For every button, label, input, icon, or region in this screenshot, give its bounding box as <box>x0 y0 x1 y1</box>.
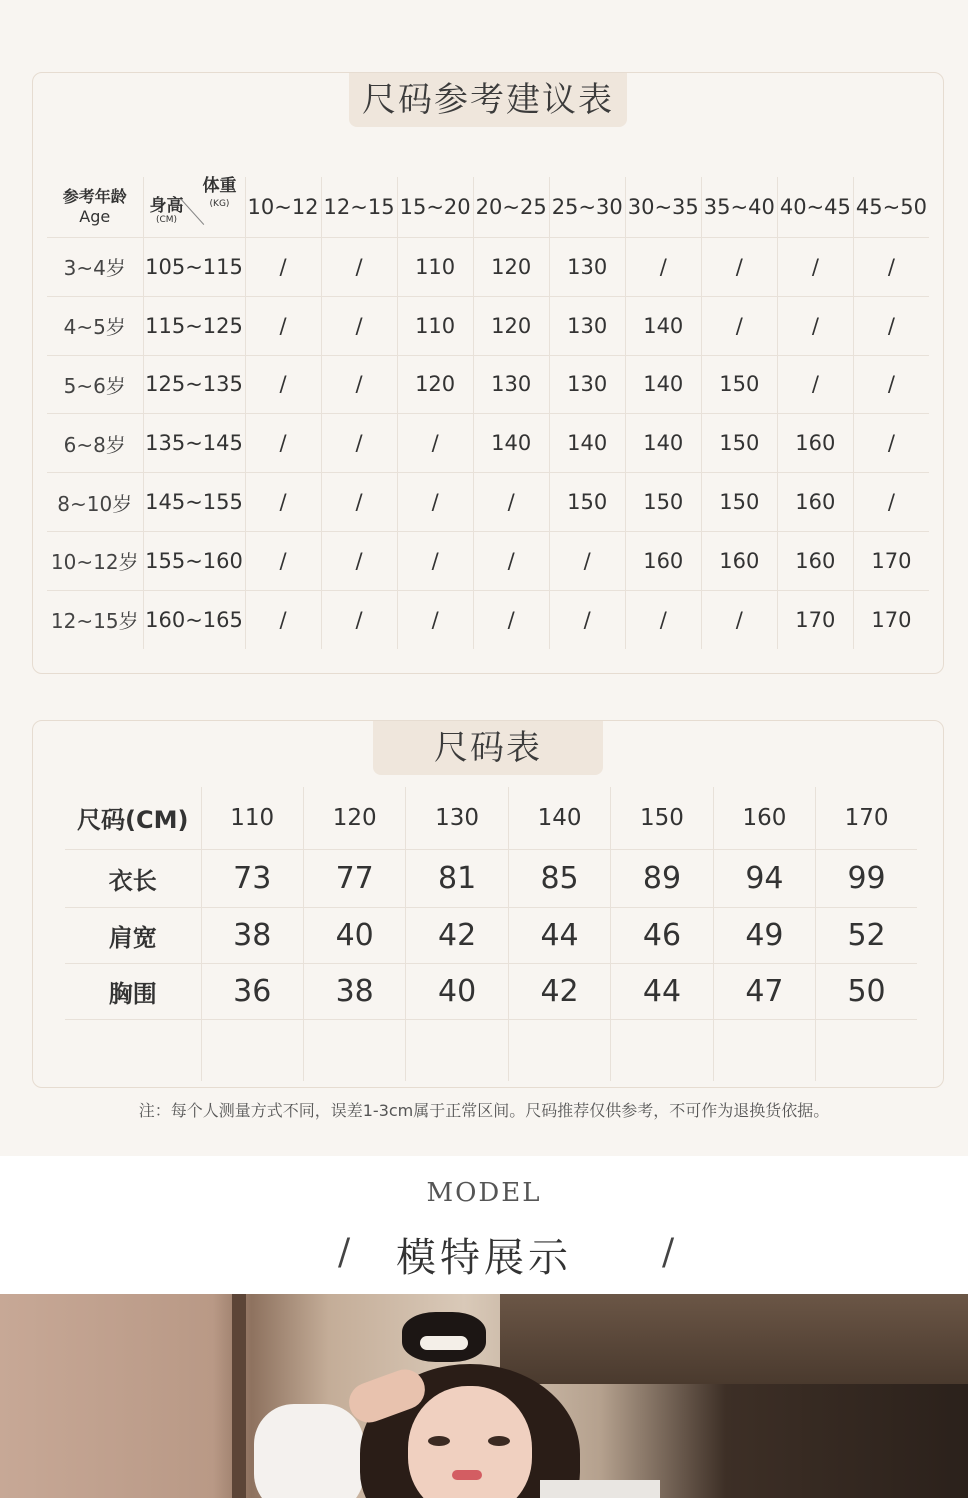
height-header-unit: (CM) <box>155 215 178 225</box>
size-cell: / <box>245 296 321 355</box>
age-cell: 5~6岁 <box>47 355 143 414</box>
model-shirt <box>540 1480 660 1498</box>
model-lips <box>452 1470 482 1480</box>
measurement-value: 40 <box>406 963 508 1019</box>
table-row <box>47 414 929 473</box>
age-cell: 3~4岁 <box>47 238 143 297</box>
hair-pearls <box>420 1336 468 1350</box>
table-row <box>47 590 929 649</box>
size-cell: / <box>321 296 397 355</box>
measurement-value <box>201 1019 303 1081</box>
measurement-value: 36 <box>201 963 303 1019</box>
decorative-slash-right: / <box>662 1232 675 1273</box>
table-row <box>47 238 929 297</box>
size-cell: / <box>625 238 701 297</box>
size-cell: / <box>549 590 625 649</box>
weight-range-header: 20~25 <box>473 177 549 238</box>
weight-range-header: 35~40 <box>701 177 777 238</box>
size-cell: / <box>245 355 321 414</box>
size-cell: 150 <box>701 355 777 414</box>
weight-header-label: 体重 <box>202 176 237 196</box>
size-cell: 110 <box>397 238 473 297</box>
model-photo <box>0 1294 968 1498</box>
size-cell: 130 <box>549 238 625 297</box>
measurement-value: 81 <box>406 849 508 907</box>
measurement-value <box>713 1019 815 1081</box>
size-column-header: 160 <box>713 787 815 849</box>
measurement-value: 44 <box>508 907 610 963</box>
size-chart-body <box>65 849 917 1081</box>
size-cell: 150 <box>701 473 777 532</box>
size-cell: / <box>321 590 397 649</box>
size-cell: / <box>701 590 777 649</box>
measurement-value: 94 <box>713 849 815 907</box>
measurement-value <box>406 1019 508 1081</box>
weight-range-header: 15~20 <box>397 177 473 238</box>
size-cell: 150 <box>549 473 625 532</box>
table-row <box>47 473 929 532</box>
reference-table-title: 尺码参考建议表 <box>349 73 627 127</box>
table-row <box>47 296 929 355</box>
size-cell: / <box>853 296 929 355</box>
decorative-slash-left: / <box>338 1232 351 1273</box>
height-header-label: 身高 <box>149 196 184 216</box>
size-cell: / <box>853 414 929 473</box>
measurement-label: 胸围 <box>65 963 201 1019</box>
model-arm <box>254 1404 364 1498</box>
size-cell: / <box>473 531 549 590</box>
age-cell: 6~8岁 <box>47 414 143 473</box>
size-cell: / <box>853 473 929 532</box>
size-cell: / <box>473 473 549 532</box>
size-column-header: 150 <box>611 787 713 849</box>
size-cell: 130 <box>549 355 625 414</box>
background-cabinet <box>500 1294 968 1384</box>
size-cell: 140 <box>625 414 701 473</box>
table-header-row <box>65 787 917 849</box>
weight-header-unit: (KG) <box>209 199 230 209</box>
height-cell: 160~165 <box>143 590 245 649</box>
table-row <box>65 963 917 1019</box>
model-title-cn: 模特展示 <box>396 1235 572 1281</box>
measurement-value: 52 <box>816 907 917 963</box>
size-cell: / <box>245 238 321 297</box>
size-cell: 120 <box>473 296 549 355</box>
size-cell: / <box>245 473 321 532</box>
size-cell: 130 <box>549 296 625 355</box>
size-cell: / <box>245 531 321 590</box>
measurement-value: 99 <box>816 849 917 907</box>
measurement-label <box>65 1019 201 1081</box>
size-cell: / <box>777 355 853 414</box>
weight-range-header: 10~12 <box>245 177 321 238</box>
weight-range-header: 30~35 <box>625 177 701 238</box>
size-cell: 140 <box>625 296 701 355</box>
background-door-frame <box>232 1294 246 1498</box>
size-cell: 140 <box>549 414 625 473</box>
size-cell: / <box>853 238 929 297</box>
size-cell: / <box>321 531 397 590</box>
size-cell: / <box>397 414 473 473</box>
measurement-value: 42 <box>508 963 610 1019</box>
size-cell: 150 <box>701 414 777 473</box>
size-cell: 150 <box>625 473 701 532</box>
measurement-value: 38 <box>201 907 303 963</box>
size-column-header: 120 <box>303 787 405 849</box>
size-cell: / <box>397 473 473 532</box>
height-weight-header <box>143 177 245 238</box>
size-cell: / <box>777 238 853 297</box>
size-cell: 140 <box>625 355 701 414</box>
size-cell: / <box>397 531 473 590</box>
measurement-value <box>303 1019 405 1081</box>
size-cell: / <box>853 355 929 414</box>
size-cell: / <box>245 590 321 649</box>
size-column-header: 110 <box>201 787 303 849</box>
diagonal-divider <box>180 199 203 225</box>
measurement-value: 85 <box>508 849 610 907</box>
size-cell: / <box>245 414 321 473</box>
size-column-header: 130 <box>406 787 508 849</box>
size-cell: 120 <box>473 238 549 297</box>
age-cell: 4~5岁 <box>47 296 143 355</box>
size-header-label: 尺码(CM) <box>65 787 201 849</box>
measurement-label: 肩宽 <box>65 907 201 963</box>
size-cell: 130 <box>473 355 549 414</box>
size-cell: / <box>321 355 397 414</box>
size-chart-table <box>65 787 917 1081</box>
weight-range-header: 40~45 <box>777 177 853 238</box>
measurement-value: 50 <box>816 963 917 1019</box>
height-cell: 125~135 <box>143 355 245 414</box>
size-cell: / <box>701 296 777 355</box>
height-cell: 135~145 <box>143 414 245 473</box>
size-chart-card <box>32 720 944 1088</box>
age-header-label: 参考年龄 <box>62 187 127 206</box>
size-cell: 160 <box>777 414 853 473</box>
age-cell: 12~15岁 <box>47 590 143 649</box>
table-row <box>47 355 929 414</box>
measurement-value: 46 <box>611 907 713 963</box>
measurement-value: 89 <box>611 849 713 907</box>
height-cell: 115~125 <box>143 296 245 355</box>
age-cell: 10~12岁 <box>47 531 143 590</box>
model-title-en: MODEL <box>426 1178 542 1208</box>
age-header-en: Age <box>79 207 111 226</box>
size-cell: 160 <box>625 531 701 590</box>
table-header-row <box>47 177 929 238</box>
model-eye-right <box>488 1436 510 1446</box>
measurement-value <box>816 1019 917 1081</box>
size-cell: 120 <box>397 355 473 414</box>
size-cell: 160 <box>777 473 853 532</box>
size-cell: 170 <box>871 607 912 632</box>
weight-range-header: 45~50 <box>853 177 929 238</box>
weight-range-header: 12~15 <box>321 177 397 238</box>
size-reference-table <box>47 177 929 649</box>
height-cell: 155~160 <box>143 531 245 590</box>
size-cell: 160 <box>777 531 853 590</box>
model-section-header <box>0 1156 968 1294</box>
size-cell: / <box>625 590 701 649</box>
age-header <box>47 177 143 238</box>
table-row <box>65 1019 917 1081</box>
size-cell: / <box>321 414 397 473</box>
age-cell: 8~10岁 <box>47 473 143 532</box>
measurement-note: 注：每个人测量方式不同，误差1-3cm属于正常区间。尺码推荐仅供参考，不可作为退换货依据。 <box>138 1101 830 1120</box>
measurement-value: 40 <box>303 907 405 963</box>
measurement-label: 衣长 <box>65 849 201 907</box>
size-cell: / <box>549 531 625 590</box>
model-eye-left <box>428 1436 450 1446</box>
size-cell: 160 <box>701 531 777 590</box>
reference-table-body <box>47 238 929 650</box>
height-cell: 145~155 <box>143 473 245 532</box>
measurement-value: 73 <box>201 849 303 907</box>
size-cell: 110 <box>397 296 473 355</box>
size-cell: / <box>701 238 777 297</box>
size-cell: / <box>777 296 853 355</box>
size-cell: / <box>321 238 397 297</box>
size-cell: 170 <box>853 531 929 590</box>
height-cell: 105~115 <box>143 238 245 297</box>
size-cell: / <box>321 473 397 532</box>
table-row <box>65 907 917 963</box>
size-column-header: 140 <box>508 787 610 849</box>
model-face <box>408 1386 532 1498</box>
measurement-value <box>508 1019 610 1081</box>
size-cell: 140 <box>473 414 549 473</box>
size-cell: / <box>473 590 549 649</box>
table-row <box>65 849 917 907</box>
size-cell: 170 <box>777 590 853 649</box>
measurement-value <box>611 1019 713 1081</box>
size-table-title: 尺码表 <box>373 721 603 775</box>
measurement-value: 49 <box>713 907 815 963</box>
measurement-value: 44 <box>611 963 713 1019</box>
measurement-value: 47 <box>713 963 815 1019</box>
size-column-header: 170 <box>816 787 917 849</box>
measurement-value: 42 <box>406 907 508 963</box>
measurement-value: 38 <box>303 963 405 1019</box>
table-row <box>47 531 929 590</box>
weight-range-header: 25~30 <box>549 177 625 238</box>
size-cell: / <box>397 590 473 649</box>
measurement-value: 77 <box>303 849 405 907</box>
size-reference-card <box>32 72 944 674</box>
